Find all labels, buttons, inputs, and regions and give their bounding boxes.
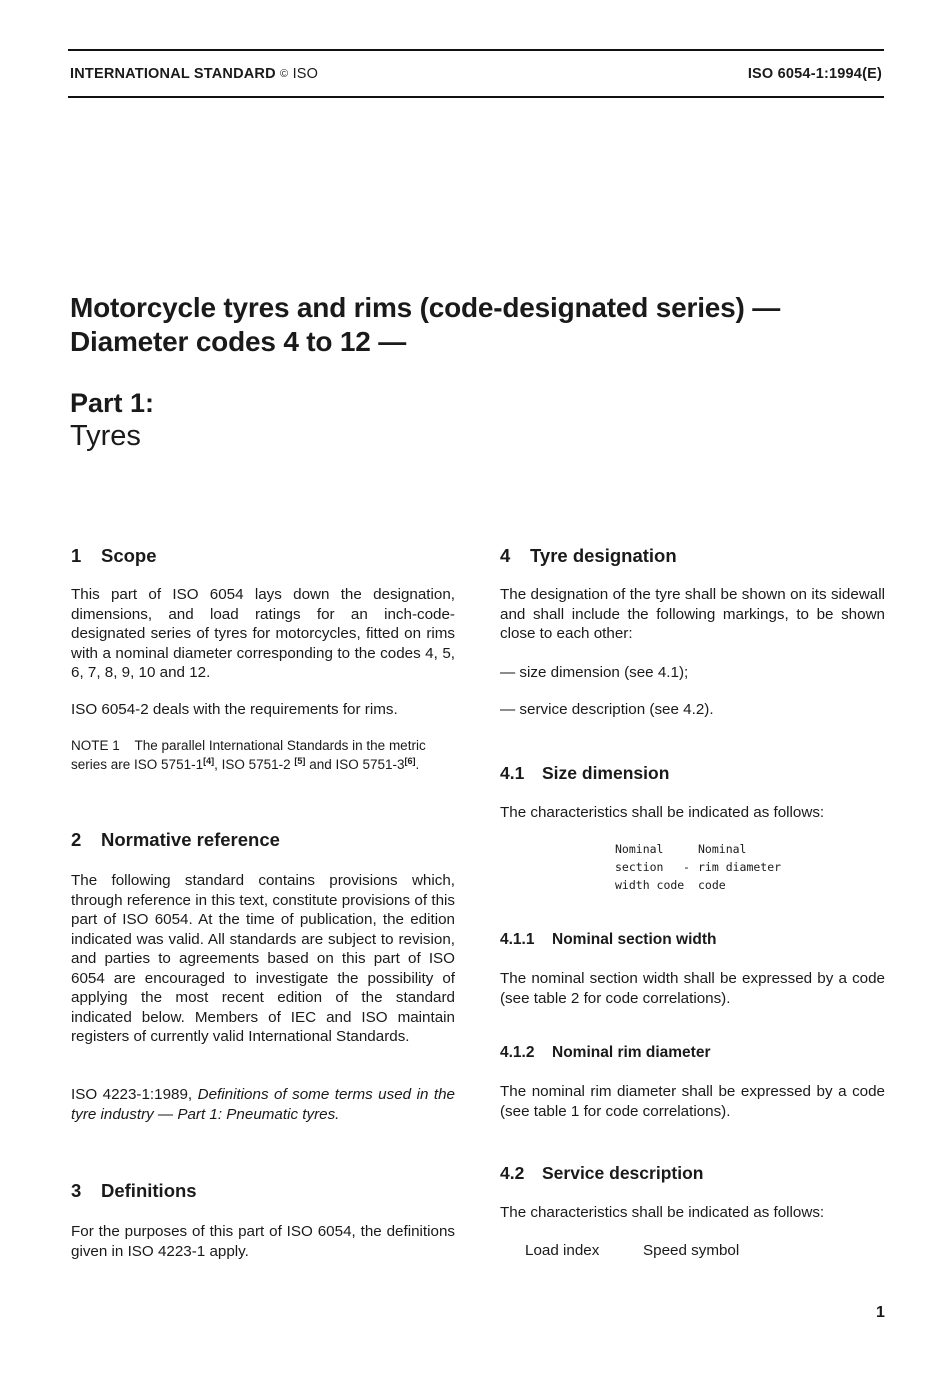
section-title: Size dimension [542,763,670,783]
definitions-paragraph: For the purposes of this part of ISO 6054, the definitions given in ISO 4223-1 apply. [71,1223,455,1260]
scheme-line: section [615,860,664,874]
section-number: 4.1 [500,763,525,783]
size-scheme-right [698,840,781,894]
section-4-1-1-heading [500,931,885,949]
section-number: 4 [500,545,511,566]
section-title: Normative reference [101,829,280,850]
service-description-paragraph: The characteristics shall be indicated as follows: [500,1204,825,1221]
note-label: NOTE 1 [71,738,120,753]
scope-paragraph-2: ISO 6054-2 deals with the requirements for rims. [71,701,398,718]
note-conjunction: and [309,757,332,772]
section-4-1-2-heading [500,1044,885,1062]
page-number: 1 [876,1304,885,1321]
list-item: — service description (see 4.2). [500,701,714,718]
title-line-2: Diameter codes 4 to 12 — [70,326,406,357]
part-name: Tyres [70,420,141,452]
section-title: Scope [101,545,157,566]
scope-paragraph-1: This part of ISO 6054 lays down the designation, dimensions, and load ratings for an inch-code-designated series of tyres for motorcycles, fitted on rims with a nominal diameter corresponding to the codes 4, 5, 6, 7, 8, 9, 10 and 12. [71,586,455,681]
section-number: 4.1.1 [500,931,535,948]
size-scheme-left [615,840,684,894]
header-top-rule [68,49,884,51]
service-item-load-index: Load index [525,1242,600,1259]
scheme-line: Nominal [615,842,664,856]
citation: [5] [294,756,306,766]
scheme-line: code [698,878,726,892]
size-dimension-paragraph: The characteristics shall be indicated as follows: [500,804,825,821]
nominal-section-width-paragraph: The nominal section width shall be expressed by a code (see table 2 for code correlations). [500,970,885,1007]
normative-reference-paragraph: The following standard contains provisions which, through reference in this text, constitute provisions of this part of ISO 6054. At the time of publication, the edition indicated was valid. All standards are subject to revision, and parties to agreements based on this part of ISO 6054 are encouraged to investigate the possibility of applying the most recent edition of the standard indicated below. Members of IEC and ISO maintain registers of currently valid International Standards. [71,872,455,1045]
section-4-heading [500,545,885,567]
section-title: Tyre designation [530,545,677,566]
list-item: — size dimension (see 4.1); [500,664,689,681]
note-ref: ISO 5751-1 [134,757,204,772]
section-number: 1 [71,545,82,566]
note-ref: ISO 5751-2 [221,757,291,772]
header-standard-label: INTERNATIONAL STANDARD [70,66,276,82]
normative-reference-citation [71,1085,455,1124]
scheme-line: rim diameter [698,860,782,874]
note-text: The parallel International Standards in the metric series are [71,738,426,772]
note-end: . [415,757,420,772]
scope-note: NOTE 1 The parallel International Standards in the metric series are ISO 5751-1[4], ISO 5751-2 [5] and ISO 5751-3[6]. [71,738,426,772]
section-2-heading [71,829,455,851]
scheme-line: width code [615,878,685,892]
citation: [4] [203,756,215,766]
header-document-id: ISO 6054-1:1994(E) [747,66,882,82]
scheme-line: Nominal [698,842,747,856]
nominal-rim-diameter-paragraph: The nominal rim diameter shall be expressed by a code (see table 1 for code correlations). [500,1083,885,1120]
copyright-icon: © [280,68,289,80]
note-ref: ISO 5751-3 [335,757,405,772]
reference-title: Definitions of some terms used in the tyre industry — Part 1: Pneumatic tyres. [71,1086,455,1123]
service-item-speed-symbol: Speed symbol [643,1242,740,1259]
section-number: 4.2 [500,1163,525,1183]
section-4-1-heading [500,763,885,784]
section-number: 3 [71,1180,82,1201]
tyre-designation-paragraph: The designation of the tyre shall be shown on its sidewall and shall include the following markings, to be shown close to each other: [500,586,885,642]
section-title: Service description [542,1163,704,1183]
section-title: Nominal rim diameter [552,1044,711,1061]
part-label: Part 1: [70,388,155,418]
header-bottom-rule [68,96,884,98]
header-org: ISO [292,66,319,82]
section-4-2-heading [500,1163,885,1184]
section-1-heading [71,545,455,567]
reference-code: ISO 4223-1:1989, [71,1086,193,1103]
section-number: 4.1.2 [500,1044,535,1061]
section-title: Definitions [101,1180,197,1201]
citation: [6] [404,756,416,766]
title-line-1: Motorcycle tyres and rims (code-designated series) — [70,292,781,323]
section-number: 2 [71,829,82,850]
section-3-heading [71,1180,455,1202]
header-left [70,66,318,82]
size-scheme-separator: - [683,860,690,874]
section-title: Nominal section width [552,931,717,948]
